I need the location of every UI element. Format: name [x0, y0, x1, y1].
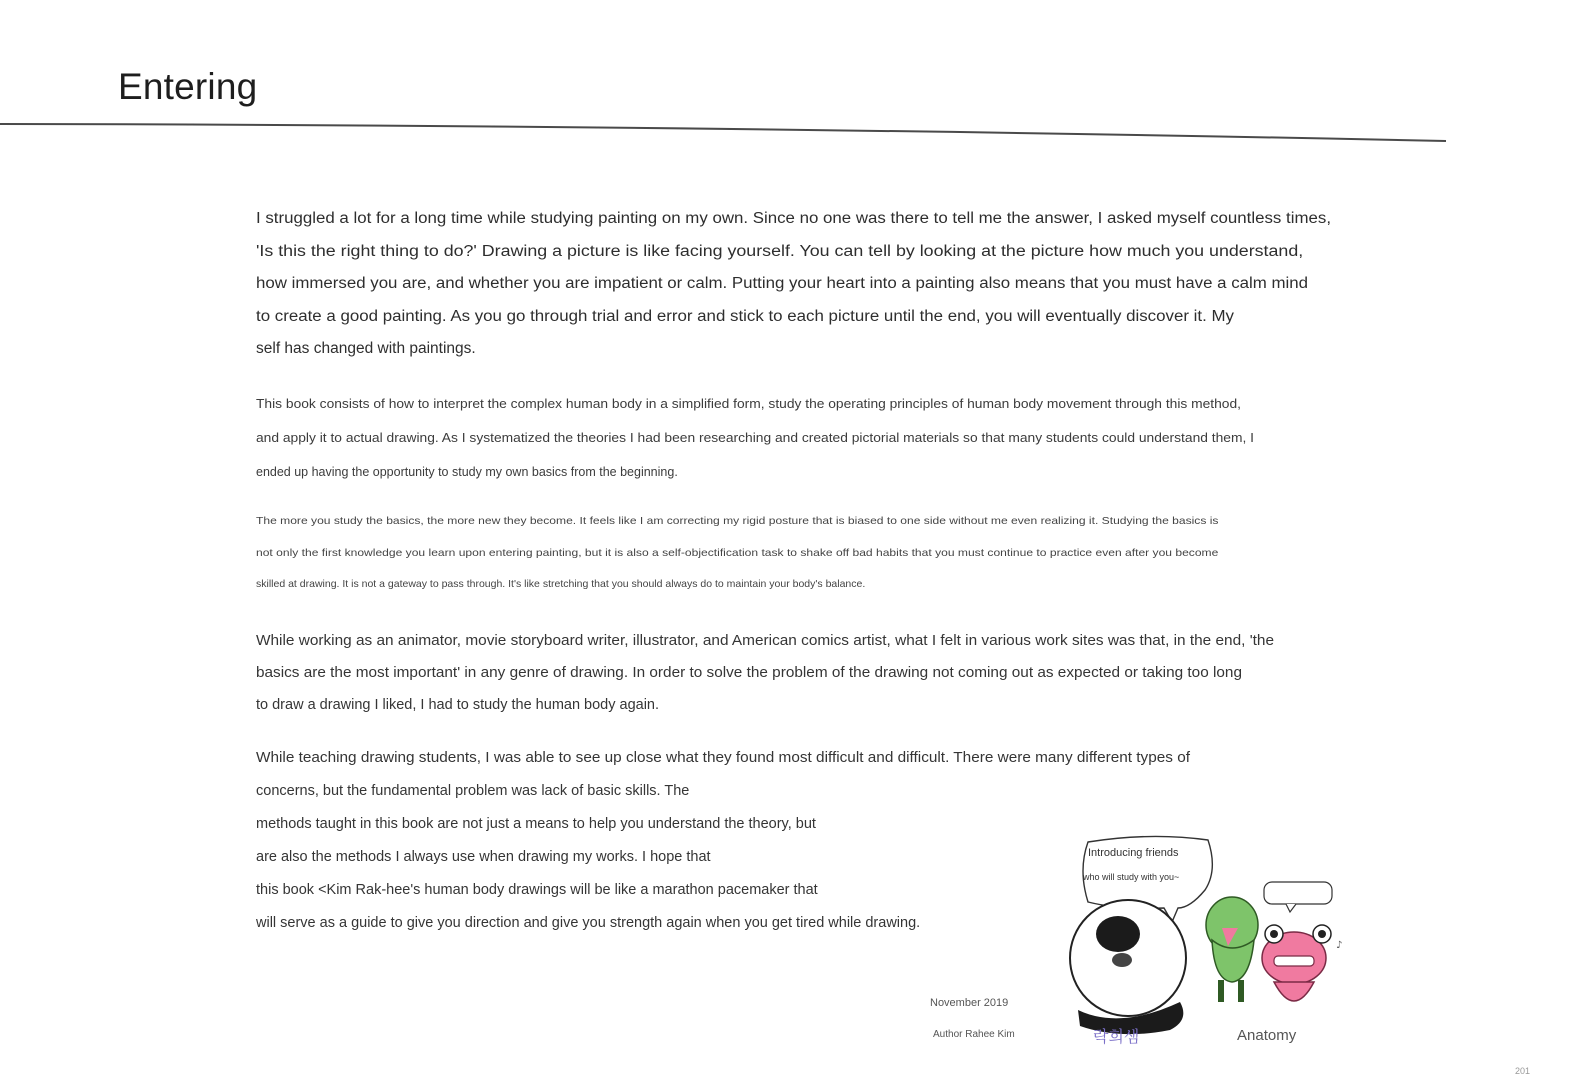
paragraph-line: to create a good painting. As you go through trial and error and stick to each picture until the end, you will eventually discover it. My — [256, 307, 1234, 325]
speech-bubble-line-2: who will study with you~ — [1083, 872, 1180, 882]
paragraph-line: concerns, but the fundamental problem was lack of basic skills. The — [256, 783, 690, 799]
paragraph-line: basics are the most important' in any genre of drawing. In order to solve the problem of the drawing not coming out as expected or taking too long — [256, 665, 1242, 681]
paragraph-line: I struggled a lot for a long time while studying painting on my own. Since no one was there to tell me the answer, I asked myself countless times, — [256, 210, 1331, 227]
paragraph-line: methods taught in this book are not just a means to help you understand the theory, but — [256, 816, 816, 832]
paragraph-line: how immersed you are, and whether you are impatient or calm. Putting your heart into a painting also means that you must have a calm mind — [256, 275, 1308, 292]
paragraph-line: 'Is this the right thing to do?' Drawing a picture is like facing yourself. You can tell by looking at the picture how much you understand, — [256, 242, 1304, 260]
paragraph-line: ended up having the opportunity to study my own basics from the beginning. — [256, 465, 678, 479]
svg-text:♪: ♪ — [1336, 940, 1343, 951]
paragraph-line: This book consists of how to interpret the complex human body in a simplified form, study the operating principles of human body movement through this method, — [256, 397, 1241, 411]
paragraph-line: are also the methods I always use when drawing my works. I hope that — [256, 849, 711, 865]
paragraph-line: to draw a drawing I liked, I had to study the human body again. — [256, 697, 660, 713]
paragraph-line: skilled at drawing. It is not a gateway to pass through. It's like stretching that you should always do to maintain your body's balance. — [256, 578, 866, 590]
page-number: 201 — [1515, 1066, 1531, 1076]
illustration-caption: Anatomy — [1237, 1027, 1297, 1044]
signature-date: November 2019 — [930, 997, 1009, 1009]
paragraph-line: While teaching drawing students, I was able to see up close what they found most difficult and difficult. There were many different types of — [256, 750, 1190, 766]
signature-author: Author Rahee Kim — [933, 1029, 1015, 1040]
title-divider — [0, 112, 1450, 152]
paragraph-line: this book <Kim Rak-hee's human body drawings will be like a marathon pacemaker that — [256, 882, 818, 898]
paragraph-line: will serve as a guide to give you direction and give you strength again when you get tired while drawing. — [256, 915, 921, 931]
paragraph-line: While working as an animator, movie storyboard writer, illustrator, and American comics artist, what I felt in various work sites was that, in the end, 'the — [256, 633, 1274, 649]
paragraph-line: The more you study the basics, the more new they become. It feels like I am correcting my rigid posture that is biased to one side without me even realizing it. Studying the basics is — [256, 515, 1219, 527]
paragraph-line: not only the first knowledge you learn upon entering painting, but it is also a self-objectification task to shake off bad habits that you must continue to practice even after you become — [256, 546, 1219, 559]
paragraph-line: self has changed with paintings. — [256, 340, 476, 357]
brand-signature: 락희샘 — [1093, 1027, 1140, 1046]
page-title: Entering — [118, 66, 258, 107]
paragraph-line: and apply it to actual drawing. As I systematized the theories I had been researching and created pictorial materials so that many students could understand them, I — [256, 431, 1254, 445]
speech-bubble-line-1: Introducing friends — [1088, 847, 1179, 859]
